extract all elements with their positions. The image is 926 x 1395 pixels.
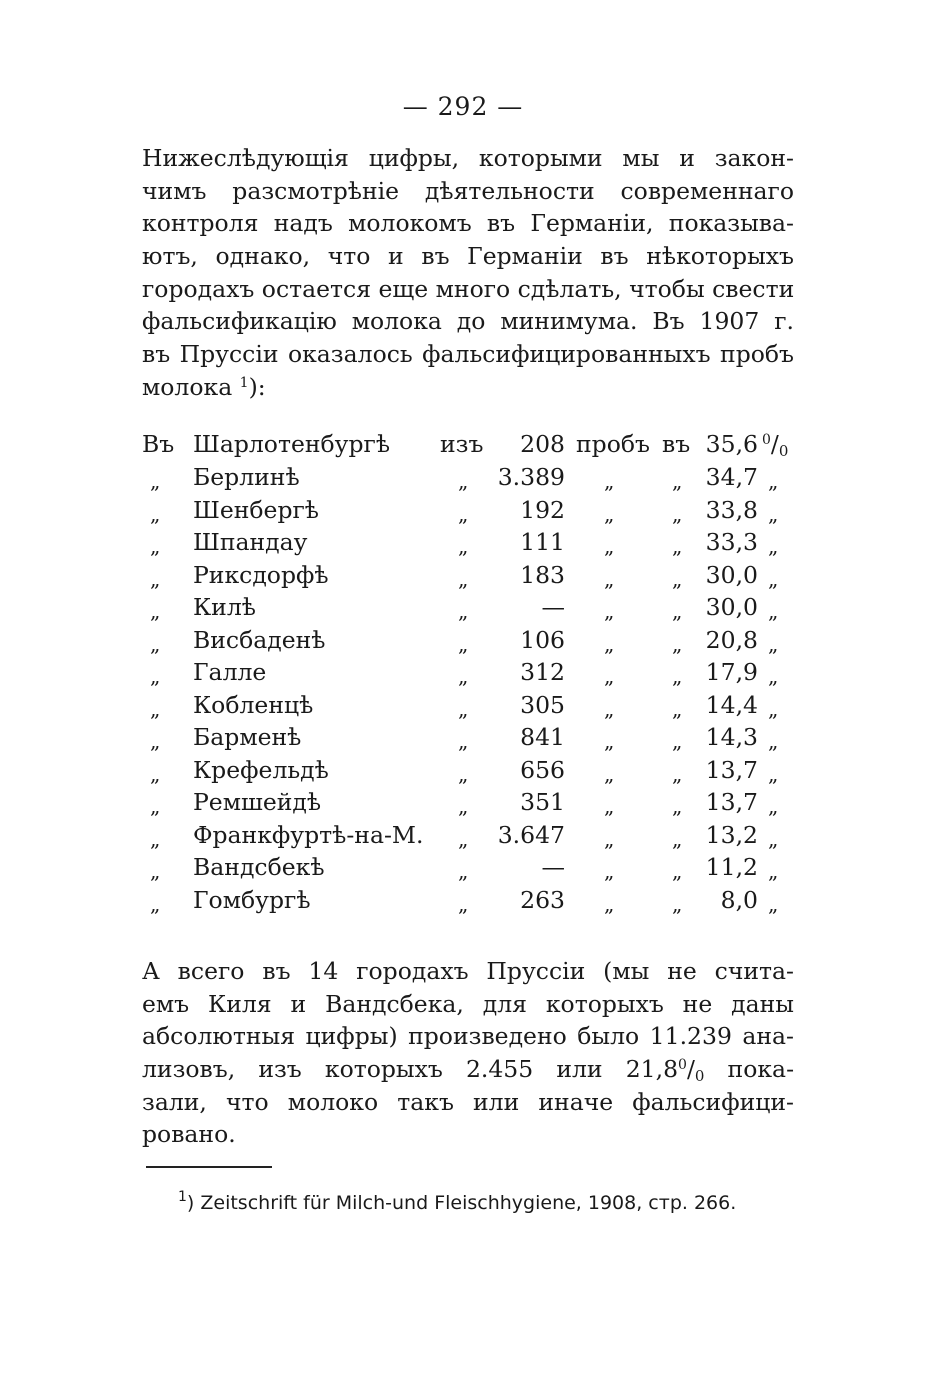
ditto-mark: „: [768, 599, 779, 623]
city-name: Берлинѣ: [193, 463, 300, 491]
conclusion-line: ровано.: [142, 1120, 236, 1149]
city-name: Галле: [193, 658, 267, 686]
ditto-mark: „: [768, 794, 779, 818]
ditto-mark: „: [150, 566, 161, 591]
city-name: Кобленцѣ: [193, 690, 314, 719]
prob-word: пробъ: [576, 430, 650, 458]
percent-value: 17,9: [705, 658, 758, 686]
ditto-mark: „: [672, 501, 683, 526]
ditto-mark: „: [150, 664, 161, 688]
ditto-mark: „: [768, 566, 779, 591]
ditto-mark: „: [672, 664, 683, 688]
ditto-mark: „: [150, 631, 161, 656]
table-row: [0, 886, 926, 919]
sample-count: 208: [520, 430, 565, 458]
ditto-mark: „: [458, 826, 469, 851]
table-row: [0, 626, 926, 659]
ditto-mark: „: [672, 761, 683, 786]
ditto-mark: „: [458, 696, 469, 721]
ditto-mark: „: [604, 696, 615, 721]
table-row: [0, 821, 926, 854]
table-row: [0, 463, 926, 496]
table-row: [0, 593, 926, 626]
ditto-mark: „: [604, 599, 615, 623]
percent-value: 13,2: [705, 820, 758, 849]
ditto-mark: „: [604, 891, 615, 916]
percent-value: 30,0: [705, 593, 758, 621]
ditto-mark: „: [672, 859, 683, 883]
conclusion-line: лизовъ, изъ которыхъ 2.455 или $21,8^0/_0$ пока-: [142, 1055, 795, 1086]
ditto-mark: „: [604, 859, 615, 883]
city-name: Гомбургѣ: [193, 885, 311, 914]
page-number: — 292 —: [402, 92, 524, 121]
intro-line: въ Пруссіи оказалось фальсифицированныхъ пробъ: [142, 340, 794, 369]
table-row: [0, 528, 926, 561]
percent-value: 35,6: [705, 430, 758, 458]
ditto-mark: „: [458, 469, 469, 493]
table-row: [0, 561, 926, 594]
table-row: [0, 853, 926, 886]
intro-line: Нижеслѣдующія цифры, которыми мы и закон-: [142, 144, 794, 172]
ditto-mark: „: [768, 631, 779, 656]
ditto-mark: „: [458, 599, 469, 623]
ditto-mark: „: [768, 859, 779, 883]
ditto-mark: „: [672, 469, 683, 493]
ditto-mark: „: [672, 599, 683, 623]
intro-line: чимъ разсмотрѣніе дѣятельности современнаго: [142, 176, 794, 205]
city-name: Килѣ: [193, 593, 256, 621]
sample-count: 106: [520, 625, 565, 654]
ditto-mark: „: [672, 631, 683, 656]
ditto-mark: „: [604, 761, 615, 786]
ditto-mark: „: [768, 729, 779, 753]
ditto-mark: „: [458, 534, 469, 558]
ditto-mark: „: [768, 761, 779, 786]
intro-line: ютъ, однако, что и въ Германіи въ нѣкоторыхъ: [142, 242, 794, 271]
table-header-row: [0, 430, 926, 463]
table-row: [0, 723, 926, 756]
intro-line: контроля надъ молокомъ въ Германіи, показыва-: [142, 209, 794, 238]
ditto-mark: „: [604, 664, 615, 688]
percent-value: 13,7: [705, 755, 758, 784]
ditto-mark: „: [150, 469, 161, 493]
percent-value: 14,4: [705, 690, 758, 719]
v-word: въ: [662, 430, 691, 458]
sample-count: 183: [520, 560, 565, 589]
conclusion-paragraph: [142, 955, 794, 1151]
ditto-mark: „: [604, 534, 615, 558]
intro-line: молока $^1$):: [142, 372, 266, 401]
city-name: Крефельдѣ: [193, 755, 329, 784]
percent-value: 33,8: [705, 495, 758, 524]
city-name: Франкфуртѣ-на-М.: [193, 820, 424, 849]
sample-count: 111: [520, 528, 565, 556]
footnote-divider: [146, 1166, 272, 1168]
ditto-mark: „: [150, 599, 161, 623]
sample-count: —: [541, 593, 565, 621]
ditto-mark: „: [458, 859, 469, 883]
ditto-mark: „: [604, 566, 615, 591]
conclusion-line: емъ Киля и Вандсбека, для которыхъ не даны: [142, 989, 794, 1018]
ditto-mark: „: [150, 761, 161, 786]
percent-value: 14,3: [705, 723, 758, 751]
ditto-mark: „: [672, 891, 683, 916]
intro-line: фальсификацію молока до минимума. Въ 1907 г.: [142, 307, 794, 336]
ditto-mark: „: [458, 501, 469, 526]
ditto-mark: „: [150, 794, 161, 818]
percent-value: 20,8: [705, 625, 758, 654]
sample-count: —: [541, 853, 565, 881]
ditto-mark: „: [604, 631, 615, 656]
sample-count: 263: [520, 885, 565, 914]
city-name: Шарлотенбургѣ: [193, 430, 391, 458]
percent-value: 33,3: [705, 528, 758, 556]
percent-sign: $^0/_0$: [762, 430, 789, 460]
ditto-mark: „: [604, 729, 615, 753]
ditto-mark: „: [672, 729, 683, 753]
city-name: Ремшейдѣ: [193, 788, 322, 816]
percent-value: 30,0: [705, 560, 758, 589]
conclusion-line: А всего въ 14 городахъ Пруссіи (мы не счита-: [142, 957, 794, 985]
city-name: Висбаденѣ: [193, 625, 326, 654]
sample-count: 312: [520, 658, 565, 686]
city-name: Шпандау: [193, 528, 308, 556]
percent-value: 11,2: [705, 853, 758, 881]
ditto-mark: „: [604, 469, 615, 493]
ditto-mark: „: [768, 891, 779, 916]
ditto-mark: „: [604, 501, 615, 526]
conclusion-line: абсолютныя цифры) произведено было 11.239 ана-: [142, 1022, 794, 1051]
footnote-reference: 1: [239, 374, 249, 391]
table-row: [0, 788, 926, 821]
ditto-mark: „: [768, 664, 779, 688]
ditto-mark: „: [672, 566, 683, 591]
percent-value: 8,0: [720, 885, 758, 914]
table-row: [0, 496, 926, 529]
ditto-mark: „: [458, 729, 469, 753]
ditto-mark: „: [150, 696, 161, 721]
ditto-mark: „: [768, 534, 779, 558]
table-row: [0, 756, 926, 789]
ditto-mark: „: [458, 794, 469, 818]
sample-count: 3.647: [497, 820, 565, 849]
sample-count: 351: [520, 788, 565, 816]
ditto-mark: „: [768, 826, 779, 851]
table-row: [0, 691, 926, 724]
ditto-mark: „: [604, 826, 615, 851]
iz-word: изъ: [440, 430, 484, 458]
footnote-mark: 1: [178, 1189, 187, 1205]
ditto-mark: „: [672, 696, 683, 721]
ditto-mark: „: [768, 696, 779, 721]
sample-count: 3.389: [497, 463, 565, 491]
city-name: Вандсбекѣ: [193, 853, 325, 881]
ditto-mark: „: [768, 469, 779, 493]
ditto-mark: „: [458, 761, 469, 786]
city-name: Шенбергѣ: [193, 495, 319, 524]
table-prefix: Въ: [142, 430, 175, 458]
ditto-mark: „: [672, 534, 683, 558]
intro-line: городахъ остается еще много сдѣлать, чтобы свести: [142, 274, 795, 303]
footnote: $^1$) Zeitschrift für Milch-und Fleischhygiene, 1908, стр. 266.: [178, 1189, 737, 1214]
ditto-mark: „: [458, 566, 469, 591]
ditto-mark: „: [458, 631, 469, 656]
ditto-mark: „: [672, 794, 683, 818]
city-name: Барменѣ: [193, 723, 302, 751]
conclusion-line: зали, что молоко такъ или иначе фальсифици-: [142, 1087, 794, 1116]
ditto-mark: „: [768, 501, 779, 526]
table-row: [0, 658, 926, 691]
ditto-mark: „: [150, 826, 161, 851]
ditto-mark: „: [458, 664, 469, 688]
sample-count: 192: [520, 495, 565, 524]
ditto-mark: „: [604, 794, 615, 818]
sample-count: 656: [520, 755, 565, 784]
ditto-mark: „: [150, 501, 161, 526]
sample-count: 305: [520, 690, 565, 719]
ditto-mark: „: [150, 859, 161, 883]
city-name: Риксдорфѣ: [193, 560, 329, 589]
ditto-mark: „: [672, 826, 683, 851]
percent-value: 13,7: [705, 788, 758, 816]
intro-paragraph: [142, 142, 794, 404]
ditto-mark: „: [150, 891, 161, 916]
percent-value: 34,7: [705, 463, 758, 491]
ditto-mark: „: [150, 534, 161, 558]
ditto-mark: „: [150, 729, 161, 753]
ditto-mark: „: [458, 891, 469, 916]
sample-count: 841: [520, 723, 565, 751]
